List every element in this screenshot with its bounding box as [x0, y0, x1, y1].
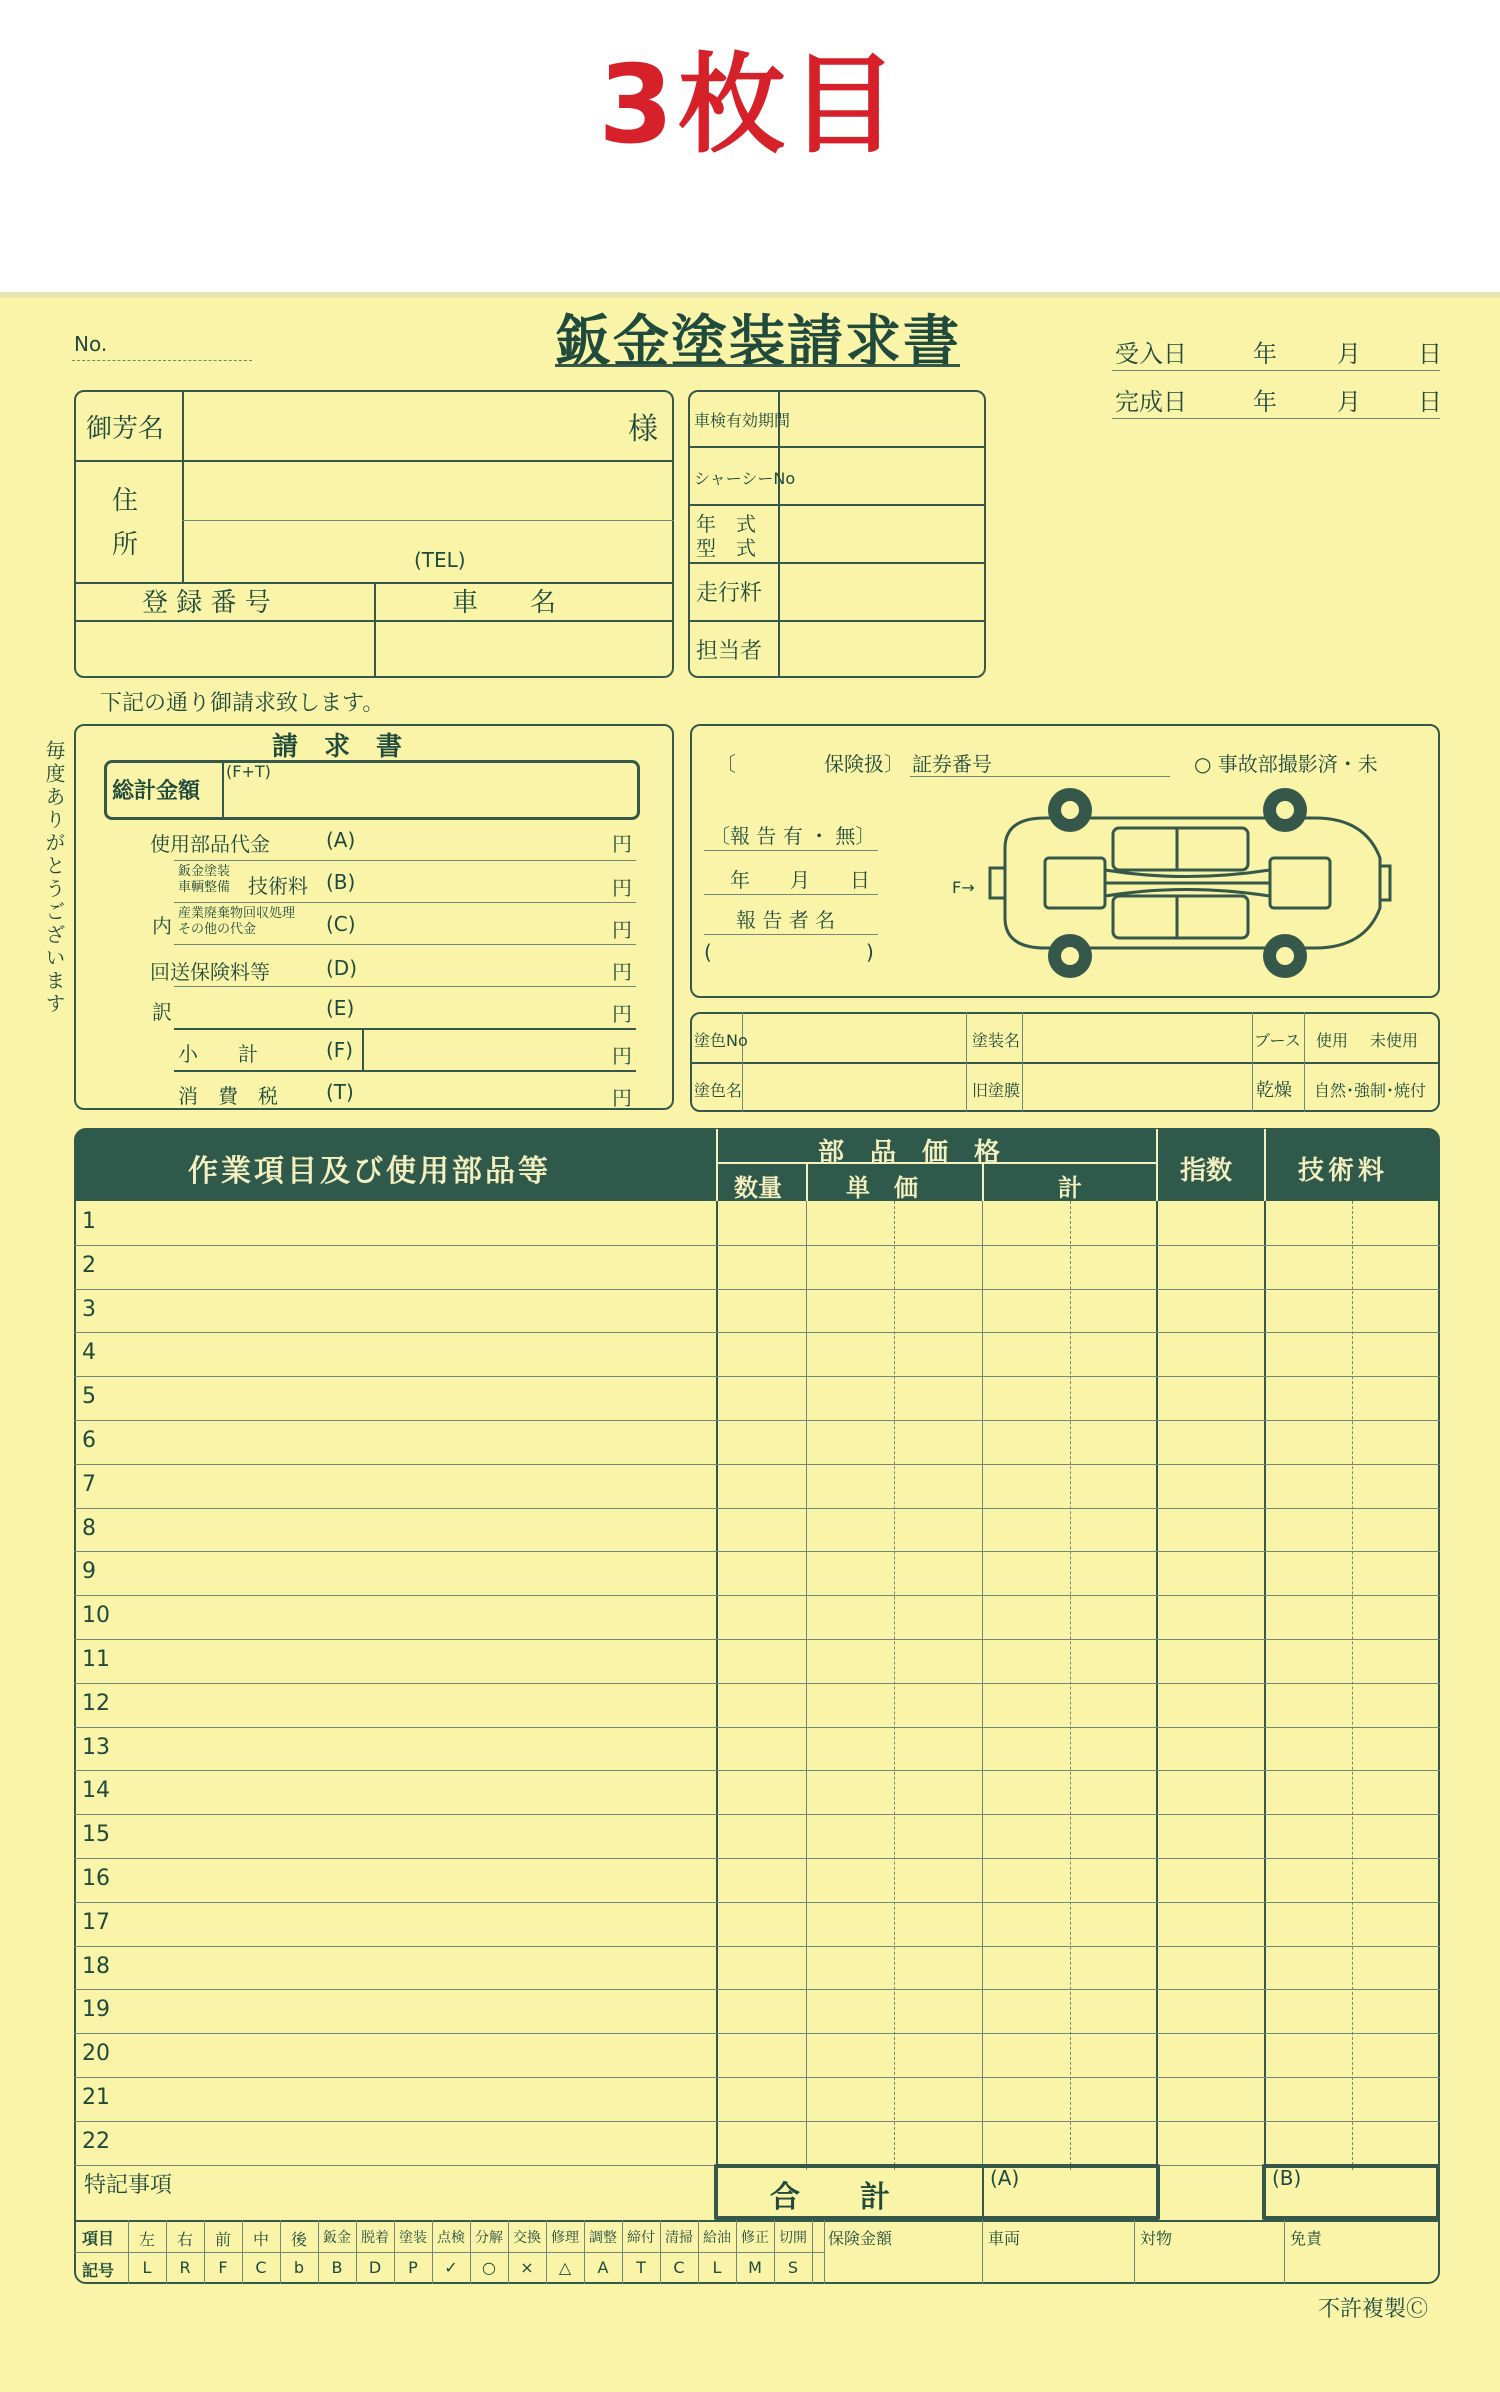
reporter-paren-close: ) — [866, 940, 874, 964]
color-no-label: 塗色No — [694, 1031, 748, 1050]
year-type-label: 年 式 — [696, 512, 756, 536]
received-year: 年 — [1253, 340, 1277, 368]
no-label: No. — [74, 332, 108, 356]
parts-header-rule — [716, 1162, 1156, 1164]
booth-label: ブース — [1254, 1031, 1301, 1050]
report-date: 年 月 日 — [730, 868, 870, 892]
inspection-label: 車検有効期間 — [694, 411, 791, 430]
row-line — [74, 1464, 1440, 1465]
invoice-heading: 請 求 書 — [272, 732, 403, 762]
received-day: 日 — [1418, 340, 1442, 368]
col-div-sub — [982, 1201, 983, 2212]
vehicle-line-3 — [688, 562, 986, 564]
item-tax-label: 消 費 税 — [178, 1084, 278, 1108]
item-parts-yen: 円 — [612, 832, 632, 856]
legend-item: 清掃 — [665, 2230, 693, 2246]
row-number: 22 — [82, 2128, 110, 2154]
legend-vehicle: 車両 — [988, 2229, 1021, 2248]
accident-photo-label: ○ 事故部撮影済・未 — [1194, 752, 1378, 776]
row-number: 10 — [82, 1603, 110, 1629]
legend-div-ins — [824, 2220, 825, 2284]
row-line — [74, 1814, 1440, 1815]
legend-symbol: △ — [558, 2258, 572, 2277]
item-waste-code: (C) — [326, 912, 356, 936]
tech-fee-header: 技術料 — [1298, 1156, 1389, 1186]
parts-price-header: 部 品 価 格 — [818, 1138, 1001, 1168]
hdr-div-3 — [982, 1164, 984, 1201]
received-month: 月 — [1337, 340, 1361, 368]
booth-unused: 未使用 — [1370, 1031, 1419, 1050]
subtotal-header: 計 — [1058, 1174, 1082, 1202]
legend-symbol: ○ — [482, 2258, 496, 2277]
invoice-sheet — [0, 298, 1500, 2392]
legend-item: 点検 — [437, 2230, 465, 2246]
customer-reg-divider — [374, 582, 376, 678]
col-div-qty — [716, 1201, 718, 2212]
legend-symbol: B — [331, 2258, 343, 2277]
color-name-label: 塗色名 — [694, 1081, 743, 1100]
total-amount-divider — [222, 760, 224, 820]
legend-item: 鈑金 — [323, 2230, 351, 2246]
legend-symbol: S — [787, 2258, 799, 2277]
car-diagram-icon — [985, 788, 1395, 978]
item-subtotal-label: 小 計 — [178, 1042, 258, 1066]
breakdown-label-1: 内 — [152, 914, 172, 938]
row-number: 19 — [82, 1997, 110, 2023]
legend-item: 調整 — [589, 2230, 617, 2246]
report-label: 〔報 告 有 ・ 無〕 — [710, 824, 876, 848]
mileage-label: 走行粁 — [696, 581, 763, 606]
total-formula: (F+T) — [226, 762, 271, 781]
row-line — [74, 1858, 1440, 1859]
chassis-label: シャーシーNo — [694, 469, 796, 488]
dry-label: 乾燥 — [1256, 1080, 1292, 1101]
registration-label: 登 録 番 号 — [142, 588, 271, 618]
row-line — [74, 2033, 1440, 2034]
col-dash-sub — [1070, 1201, 1071, 2170]
legend-item: 切開 — [779, 2230, 807, 2246]
item-line-3 — [174, 944, 636, 945]
legend-item: 塗装 — [399, 2230, 427, 2246]
breakdown-label-2: 訳 — [152, 1000, 172, 1024]
grand-total-divider — [982, 2164, 984, 2220]
model-type-label: 型 式 — [696, 536, 756, 560]
item-tech-yen: 円 — [612, 876, 632, 900]
row-number: 9 — [82, 1559, 96, 1585]
item-tech-code: (B) — [326, 870, 356, 894]
item-tech-small-2: 車輌整備 — [178, 880, 231, 895]
row-number: 4 — [82, 1340, 96, 1366]
legend-insurance-amount: 保険金額 — [828, 2229, 893, 2248]
policy-underline — [910, 776, 1170, 777]
hdr-div-1 — [716, 1129, 718, 1201]
legend-divider — [812, 2220, 813, 2284]
customer-line-addr — [182, 520, 674, 521]
legend-item: 後 — [290, 2230, 307, 2249]
row-number: 3 — [82, 1296, 96, 1322]
report-line-1 — [704, 850, 878, 851]
old-paint-label: 旧塗膜 — [972, 1081, 1021, 1100]
legend-item: 分解 — [475, 2230, 503, 2246]
legend-item: 中 — [252, 2230, 269, 2249]
legend-item: 締付 — [627, 2230, 655, 2246]
item-transport-label: 回送保険料等 — [150, 960, 270, 984]
customer-label-divider — [182, 390, 184, 582]
legend-item: 修理 — [551, 2230, 579, 2246]
completed-month: 月 — [1337, 388, 1361, 416]
address-label-2: 所 — [112, 530, 139, 560]
legend-symbol: T — [636, 2258, 646, 2277]
row-line — [74, 1946, 1440, 1947]
legend-symbol: A — [597, 2258, 609, 2277]
legend-symbol: ✓ — [444, 2258, 458, 2277]
policy-label: 証券番号 — [912, 752, 992, 776]
row-number: 16 — [82, 1866, 110, 1891]
completed-date-label: 完成日 — [1115, 388, 1187, 416]
legend-item: 右 — [176, 2230, 193, 2249]
item-waste-yen: 円 — [612, 918, 632, 942]
report-line-2 — [704, 894, 878, 895]
legend-symbol: C — [255, 2258, 267, 2277]
legend-symbol: b — [293, 2258, 305, 2277]
row-line — [74, 1989, 1440, 1990]
row-number: 7 — [82, 1471, 96, 1497]
legend-property: 対物 — [1140, 2229, 1173, 2248]
tech-total-b: (B) — [1272, 2166, 1302, 2190]
front-label: F→ — [952, 878, 975, 897]
grand-total-a: (A) — [990, 2166, 1020, 2190]
paint-line — [690, 1062, 1440, 1064]
reporter-label: 報 告 者 名 — [736, 908, 836, 932]
work-table — [74, 1128, 1440, 2284]
completed-day: 日 — [1418, 388, 1442, 416]
row-number: 15 — [82, 1822, 110, 1848]
vehicle-line-1 — [688, 446, 986, 448]
item-subtotal-code: (F) — [326, 1038, 354, 1062]
row-number: 8 — [82, 1515, 96, 1541]
dry-options: 自然･強制･焼付 — [1314, 1081, 1427, 1100]
page-label: 3枚目 — [598, 43, 902, 168]
row-line — [74, 1639, 1440, 1640]
paint-div-4 — [1252, 1012, 1253, 1112]
paint-name-label: 塗装名 — [972, 1031, 1021, 1050]
row-number: 12 — [82, 1690, 110, 1716]
paint-div-3 — [1022, 1012, 1023, 1112]
item-line-4 — [174, 986, 636, 987]
row-number: 18 — [82, 1953, 110, 1979]
row-line — [74, 1902, 1440, 1903]
item-tech-label: 技術料 — [248, 874, 308, 898]
col-div-unit — [806, 1201, 807, 2170]
insurance-bracket: 〔 — [716, 752, 736, 776]
item-subtotal-yen: 円 — [612, 1044, 632, 1068]
subtotal-divider — [362, 1028, 364, 1070]
row-line — [74, 1683, 1440, 1684]
row-line — [74, 1770, 1440, 1771]
item-waste-small-1: 産業廃棄物回収処理 — [178, 906, 296, 921]
legend-item: 前 — [214, 2230, 231, 2249]
legend-item: 脱着 — [361, 2230, 389, 2246]
row-line — [74, 1727, 1440, 1728]
work-header-label: 作業項目及び使用部品等 — [188, 1154, 551, 1189]
row-line — [74, 1551, 1440, 1552]
legend-symbol: L — [712, 2258, 722, 2277]
item-line-6 — [174, 1070, 636, 1072]
completed-year: 年 — [1253, 388, 1277, 416]
legend-symbol: R — [179, 2258, 191, 2277]
unit-price-header: 単 価 — [846, 1174, 918, 1202]
row-number: 2 — [82, 1252, 96, 1278]
legend-symbol: F — [218, 2258, 228, 2277]
legend-symbol: × — [520, 2258, 534, 2277]
legend-deductible: 免責 — [1290, 2229, 1323, 2248]
hdr-div-2 — [806, 1164, 808, 1201]
item-parts-label: 使用部品代金 — [150, 832, 270, 856]
row-line — [74, 1376, 1440, 1377]
item-line-2 — [174, 902, 636, 903]
col-dash-unit — [894, 1201, 895, 2170]
item-tax-code: (T) — [326, 1080, 354, 1104]
legend-div-deductible — [1284, 2220, 1285, 2284]
row-line — [74, 1595, 1440, 1596]
form-title: 鈑金塗装請求書 — [555, 310, 961, 375]
row-number: 1 — [82, 1209, 96, 1234]
legend-item: 左 — [138, 2230, 155, 2249]
row-number: 14 — [82, 1778, 110, 1804]
row-line — [74, 2121, 1440, 2122]
address-label-1: 住 — [112, 486, 139, 516]
received-date-line — [1112, 370, 1440, 371]
paint-div-2 — [966, 1012, 967, 1112]
row-line — [74, 1508, 1440, 1509]
vehicle-line-4 — [688, 620, 986, 622]
legend-item: 修正 — [741, 2230, 769, 2246]
row-number: 20 — [82, 2041, 110, 2067]
tel-label: (TEL) — [414, 548, 466, 572]
legend-symbol: L — [142, 2258, 152, 2277]
legend-mid-line — [74, 2252, 824, 2253]
paint-div-5 — [1304, 1012, 1305, 1112]
thanks-text: 毎度ありがとうございます — [42, 740, 66, 1016]
row-number: 17 — [82, 1909, 110, 1935]
car-name-label: 車 名 — [452, 588, 557, 618]
customer-line-1 — [74, 460, 674, 462]
legend-symbol-label: 記号 — [82, 2261, 115, 2280]
hdr-div-4 — [1156, 1129, 1158, 1201]
row-line — [74, 1245, 1440, 1246]
legend-top-line — [74, 2220, 1440, 2222]
row-number: 6 — [82, 1428, 96, 1453]
booth-use: 使用 — [1316, 1031, 1349, 1050]
copyright: 不許複製Ⓒ — [1318, 2297, 1429, 2322]
row-line — [74, 1289, 1440, 1290]
staff-label: 担当者 — [696, 639, 763, 664]
legend-symbol: D — [368, 2258, 382, 2277]
item-tech-small-1: 鈑金塗装 — [178, 864, 231, 879]
report-line-3 — [704, 934, 878, 935]
vehicle-line-2 — [688, 504, 986, 506]
legend-symbol: M — [748, 2258, 762, 2277]
item-parts-code: (A) — [326, 828, 356, 852]
row-line — [74, 2077, 1440, 2078]
col-div-index — [1156, 1201, 1158, 2212]
row-number: 13 — [82, 1734, 110, 1760]
notes-label: 特記事項 — [84, 2173, 173, 2198]
request-text: 下記の通り御請求致します。 — [100, 691, 385, 716]
hdr-div-5 — [1264, 1129, 1266, 1201]
item-tax-yen: 円 — [612, 1086, 632, 1110]
customer-name-label: 御芳名 — [86, 414, 165, 444]
insurance-label: 保険扱〕 — [824, 752, 904, 776]
row-number: 5 — [82, 1384, 96, 1410]
col-dash-tech — [1352, 1201, 1353, 2170]
legend-item: 交換 — [513, 2230, 541, 2246]
completed-date-line — [1112, 418, 1440, 419]
legend-div-vehicle — [982, 2220, 983, 2284]
received-date-label: 受入日 — [1115, 340, 1187, 368]
item-line-1 — [174, 860, 636, 861]
item-transport-yen: 円 — [612, 960, 632, 984]
col-div-tech — [1264, 1201, 1266, 2212]
honorific: 様 — [628, 412, 658, 447]
no-underline — [72, 360, 252, 361]
grand-total-label: 合 計 — [770, 2180, 890, 2215]
item-transport-code: (D) — [326, 956, 358, 980]
qty-header: 数量 — [734, 1174, 782, 1202]
row-number: 21 — [82, 2085, 110, 2110]
legend-item-label: 項目 — [82, 2229, 115, 2248]
legend-symbol: P — [408, 2258, 418, 2277]
reporter-paren-open: ( — [704, 940, 712, 964]
item-waste-small-2: その他の代金 — [178, 922, 257, 937]
legend-div-property — [1134, 2220, 1135, 2284]
row-line — [74, 1332, 1440, 1333]
row-line — [74, 1420, 1440, 1421]
title-underline — [555, 364, 960, 367]
item-e-code: (E) — [326, 996, 355, 1020]
row-number: 11 — [82, 1647, 110, 1672]
item-e-yen: 円 — [612, 1002, 632, 1026]
vehicle-label-divider — [778, 390, 780, 678]
legend-item: 給油 — [703, 2230, 731, 2246]
index-header: 指数 — [1180, 1156, 1233, 1186]
total-amount-label: 総計金額 — [112, 779, 201, 804]
paint-div-1 — [742, 1012, 743, 1112]
legend-symbol: C — [673, 2258, 685, 2277]
item-line-5 — [174, 1028, 636, 1030]
